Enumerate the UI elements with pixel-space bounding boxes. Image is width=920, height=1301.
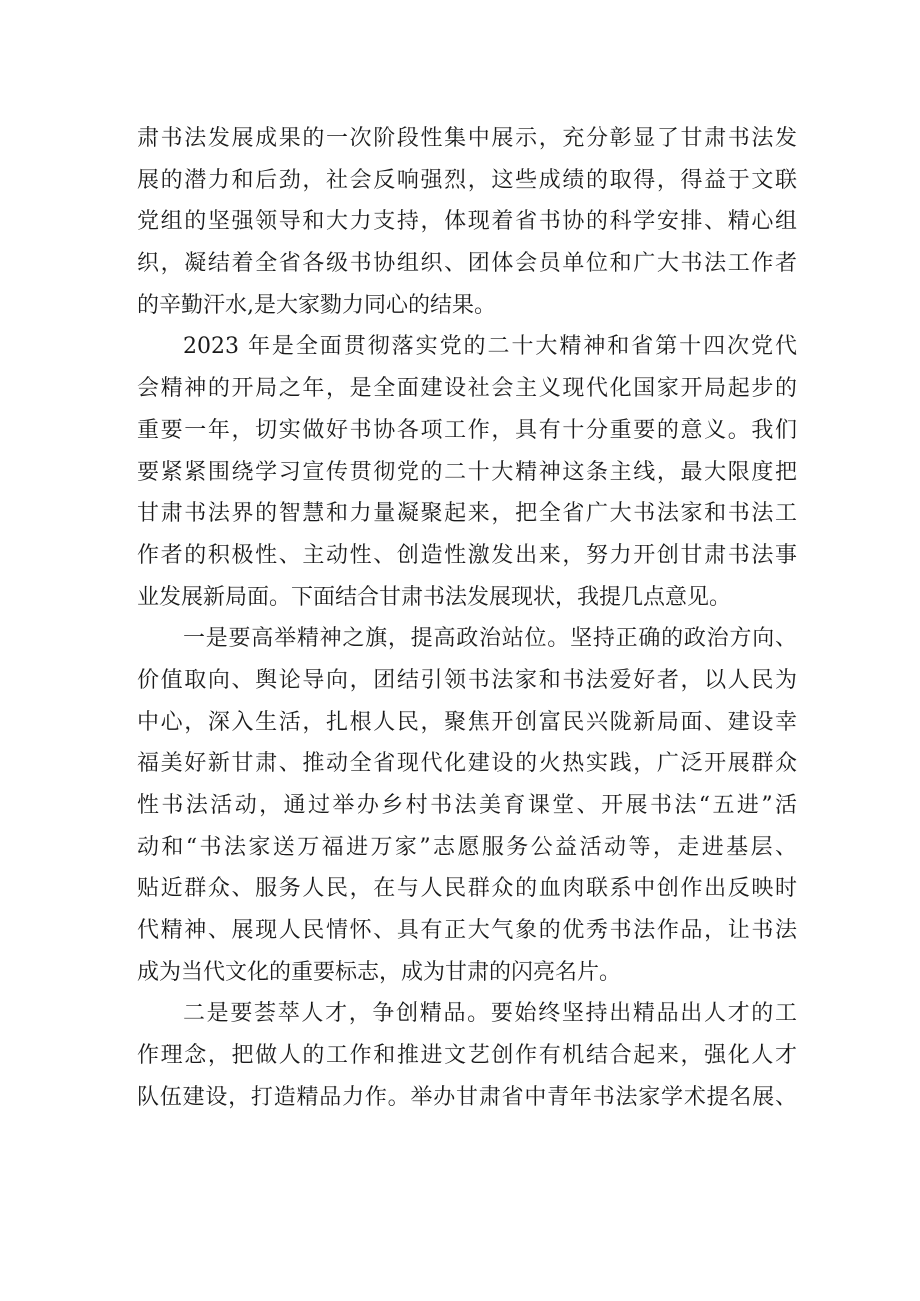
text-line: 中心，深入生活，扎根人民，聚焦开创富民兴陇新局面、建设幸 [137, 709, 797, 735]
text-line: 要紧紧围绕学习宣传贯彻党的二十大精神这条主线，最大限度把 [137, 459, 797, 485]
text-line: 队伍建设，打造精品力作。举办甘肃省中青年书法家学术提名展、 [137, 1084, 797, 1110]
text-line: 一是要高举精神之旗，提高政治站位。坚持正确的政治方向、 [183, 626, 797, 652]
text-line: 织，凝结着全省各级书协组织、团体会员单位和广大书法工作者 [137, 251, 797, 277]
body-text [137, 118, 797, 1119]
text-line: 党组的坚强领导和大力支持，体现着省书协的科学安排、精心组 [137, 209, 797, 235]
text-line: 业发展新局面。下面结合甘肃书法发展现状，我提几点意见。 [137, 584, 732, 610]
text-line: 作理念，把做人的工作和推进文艺创作有机结合起来，强化人才 [137, 1043, 797, 1069]
text-line: 福美好新甘肃、推动全省现代化建设的火热实践，广泛开展群众 [137, 751, 797, 777]
text-line: 贴近群众、服务人民，在与人民群众的血肉联系中创作出反映时 [137, 876, 797, 902]
text-line: 甘肃书法界的智慧和力量凝聚起来，把全省广大书法家和书法工 [137, 501, 797, 527]
text-line: 展的潜力和后劲，社会反响强烈，这些成绩的取得，得益于文联 [137, 167, 797, 193]
text-line: 二是要荟萃人才，争创精品。要始终坚持出精品出人才的工 [183, 1001, 797, 1027]
text-line: 动和“书法家送万福进万家”志愿服务公益活动等，走进基层、 [137, 834, 797, 860]
text-line: 性书法活动，通过举办乡村书法美育课堂、开展书法“五进”活 [137, 793, 797, 818]
text-line: 作者的积极性、主动性、创造性激发出来，努力开创甘肃书法事 [137, 542, 797, 568]
text-line: 代精神、展现人民情怀、具有正大气象的优秀书法作品，让书法 [137, 918, 797, 944]
text-line: 2023 年是全面贯彻落实党的二十大精神和省第十四次党代 [183, 334, 797, 360]
text-line: 会精神的开局之年，是全面建设社会主义现代化国家开局起步的 [137, 376, 797, 402]
text-line: 重要一年，切实做好书协各项工作，具有十分重要的意义。我们 [137, 417, 797, 443]
text-line: 价值取向、舆论导向，团结引领书法家和书法爱好者，以人民为 [137, 667, 797, 693]
text-line: 肃书法发展成果的一次阶段性集中展示，充分彰显了甘肃书法发 [137, 126, 797, 151]
text-line: 的辛勤汗水,是大家勠力同心的结果。 [137, 292, 496, 318]
text-line: 成为当代文化的重要标志，成为甘肃的闪亮名片。 [137, 959, 622, 985]
